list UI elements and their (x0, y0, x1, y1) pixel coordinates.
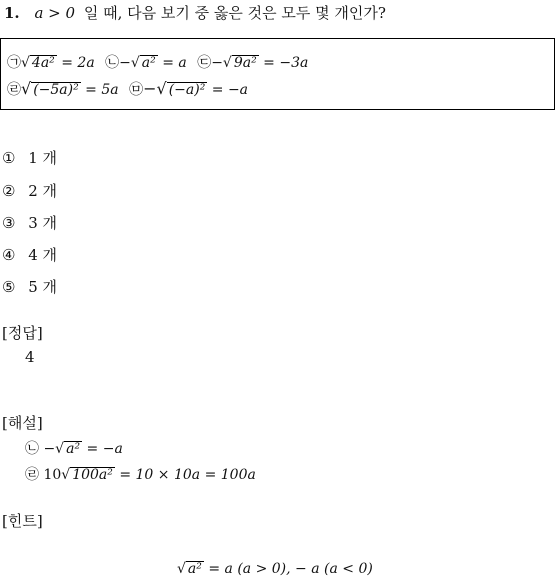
statement-giyeok: ㉠√ 4a² = 2a (7, 55, 95, 71)
choice-3-text: 3 개 (28, 214, 58, 232)
explanation-line-2: ㉣ 10√ 100a² = 10 × 10a = 100a (25, 467, 256, 483)
question-line (4, 2, 386, 23)
statements-line-2 (7, 79, 248, 99)
choice-1-symbol: ① (2, 149, 16, 167)
explanation-heading: [해설] (2, 414, 43, 432)
choice-3[interactable] (2, 212, 57, 233)
choice-3-symbol: ③ (2, 214, 16, 232)
choice-1-text: 1 개 (28, 149, 58, 167)
explanation-line-1: ㉡ −√ a² = −a (25, 441, 123, 457)
answer-value: 4 (25, 348, 35, 366)
choice-1[interactable] (2, 147, 57, 168)
choice-5-symbol: ⑤ (2, 278, 16, 296)
statement-digeut: ㉢−√ 9a² = −3a (197, 55, 309, 71)
statement-rieul: ㉣√ (−5a)² = 5a (7, 79, 119, 98)
question-number: 1. (4, 4, 20, 22)
choice-5-text: 5 개 (28, 278, 58, 296)
question-text: 일 때, 다음 보기 중 옳은 것은 모두 몇 개인가? (83, 4, 386, 22)
hint-heading: [힌트] (2, 512, 43, 530)
choice-5[interactable] (2, 276, 57, 297)
answer-heading: [정답] (2, 324, 43, 342)
statement-mieum: ㉤−√ (−a)² = −a (129, 79, 249, 98)
statements-line-1 (7, 52, 308, 72)
choice-2-symbol: ② (2, 182, 16, 200)
choice-4[interactable] (2, 244, 57, 265)
question-condition: a > 0 (34, 4, 76, 22)
hint-formula: √ a² = a (a > 0), − a (a < 0) (177, 561, 373, 577)
statements-box (0, 38, 555, 110)
choice-2-text: 2 개 (28, 182, 58, 200)
choice-4-symbol: ④ (2, 246, 16, 264)
choice-2[interactable] (2, 180, 57, 201)
statement-nieun: ㉡−√ a² = a (105, 55, 187, 71)
choice-4-text: 4 개 (28, 246, 58, 264)
